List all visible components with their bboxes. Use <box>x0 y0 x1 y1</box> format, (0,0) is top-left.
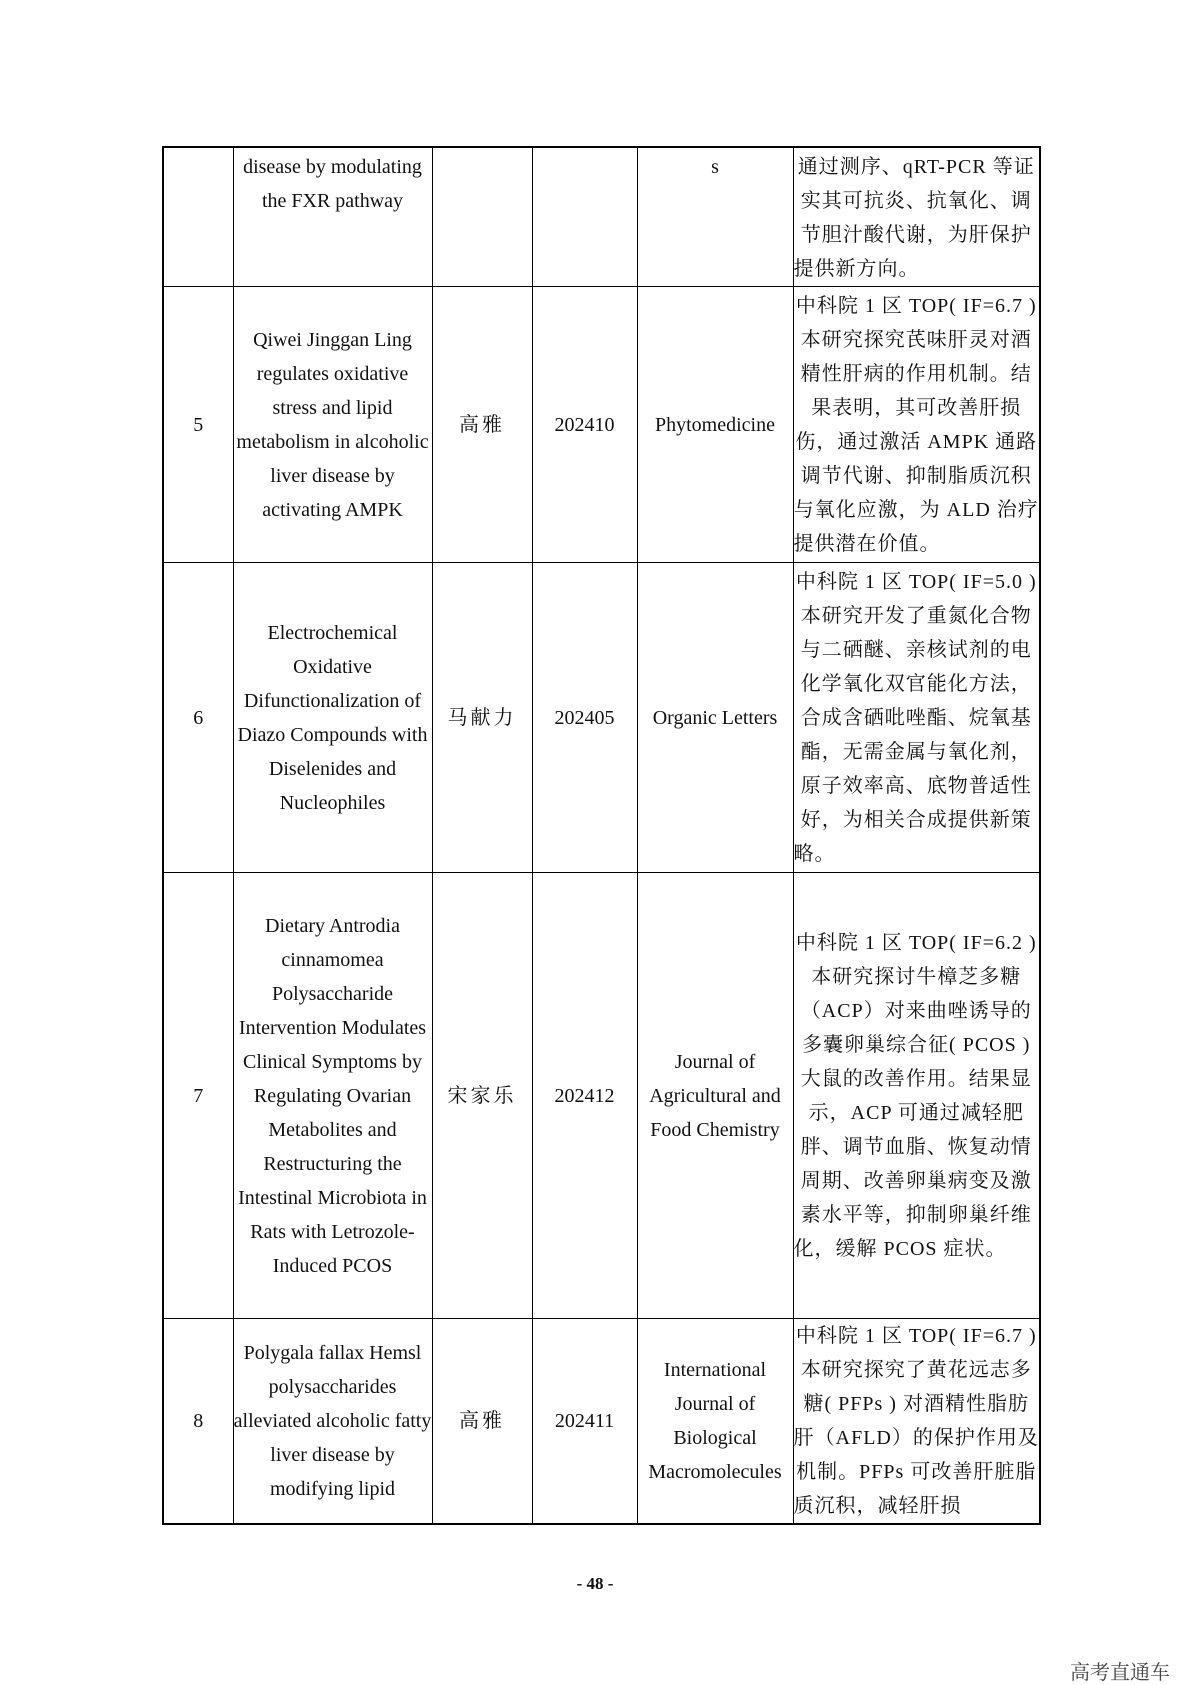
paper-title: disease by modulating the FXR pathway <box>233 147 432 287</box>
author <box>432 147 532 287</box>
description: 中科院 1 区 TOP( IF=6.2 ) 本研究探讨牛樟芝多糖（ACP）对来曲唑诱导的多囊卵巢综合征( PCOS ) 大鼠的改善作用。结果显示，ACP 可通过减轻肥胖、调节血脂、恢复动情周期、改善卵巢病变及激素水平等，抑制卵巢纤维化，缓解 PCOS 症状。 <box>793 873 1040 1319</box>
description: 中科院 1 区 TOP( IF=6.7 ) 本研究探究了黄花远志多糖( PFPs ) 对酒精性脂肪肝（AFLD）的保护作用及机制。PFPs 可改善肝脏脂质沉积，减轻肝损 <box>793 1319 1040 1525</box>
author: 高雅 <box>432 1319 532 1525</box>
paper-title: Qiwei Jinggan Ling regulates oxidative stress and lipid metabolism in alcoholic liver disease by activating AMPK <box>233 287 432 563</box>
table-row <box>163 147 1040 287</box>
row-number: 8 <box>163 1319 233 1525</box>
publish-date: 202410 <box>532 287 637 563</box>
table-row <box>163 563 1040 873</box>
publish-date: 202411 <box>532 1319 637 1525</box>
journal: s <box>637 147 793 287</box>
page-number: - 48 - <box>576 1574 614 1593</box>
row-number <box>163 147 233 287</box>
description: 通过测序、qRT-PCR 等证实其可抗炎、抗氧化、调节胆汁酸代谢，为肝保护提供新方向。 <box>793 147 1040 287</box>
row-number: 6 <box>163 563 233 873</box>
author: 高雅 <box>432 287 532 563</box>
journal: Phytomedicine <box>637 287 793 563</box>
publication-table <box>162 146 1041 1525</box>
description: 中科院 1 区 TOP( IF=5.0 ) 本研究开发了重氮化合物与二硒醚、亲核试剂的电化学氧化双官能化方法，合成含硒吡唑酯、烷氧基酯，无需金属与氧化剂，原子效率高、底物普适性好，为相关合成提供新策略。 <box>793 563 1040 873</box>
paper-title: Electrochemical Oxidative Difunctionalization of Diazo Compounds with Diselenides and Nucleophiles <box>233 563 432 873</box>
paper-title: Dietary Antrodia cinnamomea Polysaccharide Intervention Modulates Clinical Symptoms by Regulating Ovarian Metabolites and Restructuring the Intestinal Microbiota in Rats with Letrozole-Induced PCOS <box>233 873 432 1319</box>
author: 马献力 <box>432 563 532 873</box>
description: 中科院 1 区 TOP( IF=6.7 ) 本研究探究芪味肝灵对酒精性肝病的作用机制。结果表明，其可改善肝损伤，通过激活 AMPK 通路调节代谢、抑制脂质沉积与氧化应激，为 ALD 治疗提供潜在价值。 <box>793 287 1040 563</box>
table-row <box>163 873 1040 1319</box>
publish-date: 202412 <box>532 873 637 1319</box>
watermark-text: 高考直通车 <box>1070 1660 1170 1684</box>
publish-date <box>532 147 637 287</box>
table-row <box>163 1319 1040 1525</box>
table-row <box>163 287 1040 563</box>
author: 宋家乐 <box>432 873 532 1319</box>
publish-date: 202405 <box>532 563 637 873</box>
row-number: 7 <box>163 873 233 1319</box>
journal: Organic Letters <box>637 563 793 873</box>
row-number: 5 <box>163 287 233 563</box>
journal: Journal of Agricultural and Food Chemistry <box>637 873 793 1319</box>
journal: International Journal of Biological Macromolecules <box>637 1319 793 1525</box>
paper-title: Polygala fallax Hemsl polysaccharides alleviated alcoholic fatty liver disease by modifying lipid <box>233 1319 432 1525</box>
